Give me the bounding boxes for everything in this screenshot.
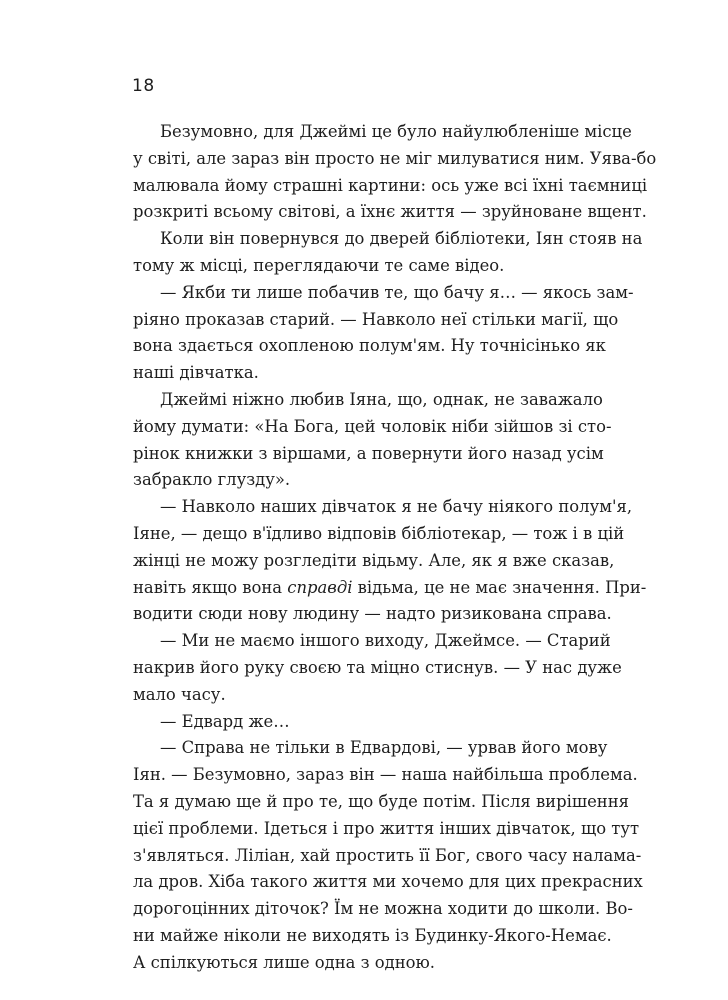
body-text (133, 119, 657, 977)
text-line: мало часу. (133, 684, 226, 704)
text-line: наші дівчатка. (133, 363, 259, 383)
text-line: у світі, але зараз він просто не міг милуватися ним. Уява-бо (133, 148, 657, 168)
text-line: — Якби ти лише побачив те, що бачу я… — якось зам- (160, 282, 634, 302)
text-segment: відьма, це не має значення. При- (352, 577, 647, 597)
text-line: ни майже ніколи не виходять із Будинку-Якого-Немає. (133, 925, 612, 945)
text-line: — Навколо наших дівчаток я не бачу ніякого полум'я, (160, 497, 633, 517)
text-line: Та я думаю ще й про те, що буде потім. Після вирішення (133, 791, 629, 811)
text-line (133, 575, 647, 602)
text-line: Іян. — Безумовно, зараз він — наша найбільша проблема. (133, 765, 638, 785)
text-line: Іяне, — дещо в'їдливо відповів бібліотекар, — тож і в цій (133, 523, 625, 543)
text-line: розкриті всьому світові, а їхнє життя — зруйноване вщент. (133, 202, 647, 222)
text-line: малювала йому страшні картини: ось уже всі їхні таємниці (133, 175, 648, 195)
text-line: дорогоцінних діточок? Їм не можна ходити до школи. Во- (133, 899, 633, 919)
text-line: — Едвард же… (160, 711, 290, 731)
text-line: вона здається охопленою полум'ям. Ну точнісінько як (133, 336, 606, 356)
text-line: ріяно проказав старий. — Навколо неї стільки магії, що (133, 309, 619, 329)
page-number: 18 (132, 76, 155, 96)
text-line: з'являться. Ліліан, хай простить її Бог, свого часу налама- (133, 845, 642, 865)
text-line: накрив його руку своєю та міцно стиснув. — У нас дуже (133, 657, 622, 677)
text-line: Коли він повернувся до дверей бібліотеки, Іян стояв на (160, 229, 643, 249)
text-line: йому думати: «На Бога, цей чоловік ніби зійшов зі сто- (133, 416, 612, 436)
text-line: цієї проблеми. Ідеться і про життя інших дівчаток, що тут (133, 818, 640, 838)
text-line: забракло глузду». (133, 470, 291, 490)
text-line: ла дров. Хіба такого життя ми хочемо для цих прекрасних (133, 872, 643, 892)
text-segment: навіть якщо вона (133, 577, 288, 597)
text-line: — Справа не тільки в Едвардові, — урвав його мову (160, 738, 608, 758)
text-line: рінок книжки з віршами, а повернути його назад усім (133, 443, 604, 463)
text-line: жінці не можу розгледіти відьму. Але, як я вже сказав, (133, 550, 615, 570)
text-line: А спілкуються лише одна з одною. (133, 952, 435, 972)
italic-emphasis: справді (287, 577, 353, 597)
text-line: Джеймі ніжно любив Іяна, що, однак, не заважало (160, 389, 603, 409)
text-line: — Ми не маємо іншого виходу, Джеймсе. — Старий (160, 631, 611, 651)
text-line: водити сюди нову людину — надто ризикована справа. (133, 604, 612, 624)
text-line: Безумовно, для Джеймі це було найулюбленіше місце (160, 122, 632, 141)
text-line: тому ж місці, переглядаючи те саме відео. (133, 255, 505, 275)
